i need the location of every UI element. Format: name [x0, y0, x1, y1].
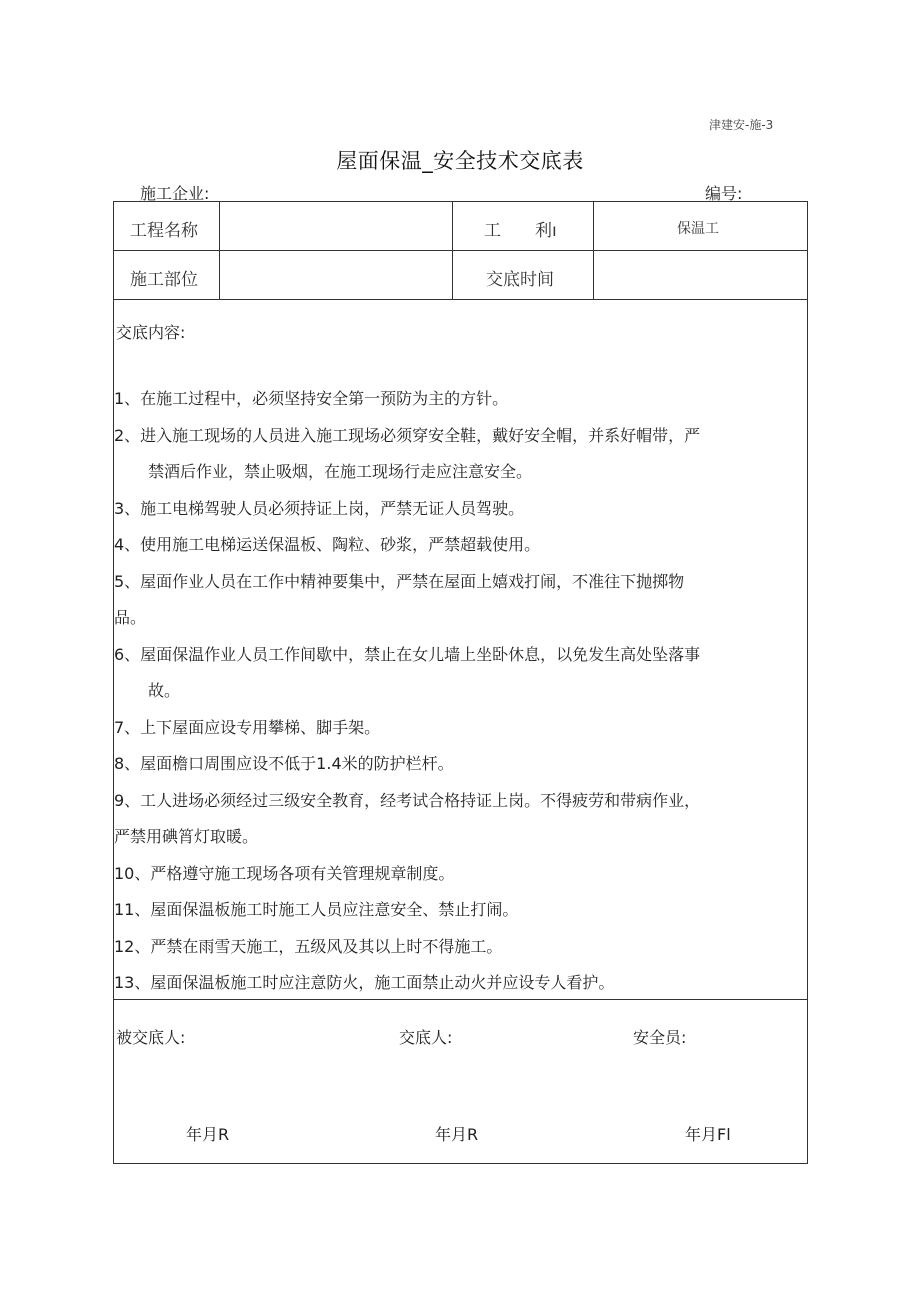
location-label: 施工部位 — [130, 270, 198, 290]
trade-value[interactable]: 保温工 — [677, 221, 719, 237]
list-item: 1、在施工过程中，必须坚持安全第一预防为主的方针。 — [114, 389, 509, 408]
giver-date: 年月R — [435, 1125, 479, 1144]
list-item: 13、屋面保温板施工时应注意防火，施工面禁止动火并应设专人看护。 — [114, 973, 615, 992]
briefing-items — [114, 381, 804, 1002]
document-code: 津建安-施-3 — [709, 118, 774, 132]
list-item: 6、屋面保温作业人员工作间歇中，禁止在女儿墙上坐卧休息，以免发生高处坠落事 故。 — [114, 644, 701, 700]
receiver-date: 年月R — [186, 1125, 230, 1144]
company-label: 施工企业: — [140, 184, 210, 203]
time-label: 交底时间 — [486, 270, 554, 290]
list-item: 11、屋面保温板施工时施工人员应注意安全、禁止打闹。 — [114, 900, 519, 919]
column-divider — [593, 202, 594, 299]
list-item: 10、严格遵守施工现场各项有关管理规章制度。 — [114, 863, 455, 883]
list-item: 4、使用施工电梯运送保温板、陶粒、砂浆，严禁超载使用。 — [114, 535, 541, 554]
receiver-label: 被交底人: — [116, 1028, 186, 1047]
project-name-label: 工程名称 — [130, 221, 198, 241]
safety-officer-label: 安全员: — [633, 1028, 687, 1047]
content-label: 交底内容: — [116, 323, 186, 342]
column-divider — [452, 202, 453, 299]
list-item: 9、工人进场必须经过三级安全教育，经考试合格持证上岗。不得疲劳和带病作业， 严禁用碘筲灯取暖。 — [114, 790, 701, 846]
list-item: 12、严禁在雨雪天施工，五级风及其以上时不得施工。 — [114, 936, 503, 956]
safety-officer-date: 年月Fl — [685, 1125, 731, 1144]
list-item: 3、施工电梯驾驶人员必须持证上岗，严禁无证人员驾驶。 — [114, 498, 525, 518]
list-item: 8、屋面檐口周围应设不低于1.4米的防护栏杆。 — [114, 754, 454, 773]
page-title: 屋面保温_安全技术交底表 — [336, 149, 584, 173]
giver-label: 交底人: — [399, 1028, 453, 1047]
column-divider — [219, 202, 220, 299]
row-divider — [114, 250, 807, 251]
briefing-table — [113, 201, 808, 1164]
row-divider — [114, 299, 807, 300]
list-item: 5、屋面作业人员在工作中精神要集中，严禁在屋面上嬉戏打闹，不准往下抛掷物 品。 — [114, 571, 685, 627]
list-item: 7、上下屋面应设专用攀梯、脚手架。 — [114, 717, 381, 737]
list-item: 2、进入施工现场的人员进入施工现场必须穿安全鞋，戴好安全帽，并系好帽带，严 禁酒后作业，禁止吸烟，在施工现场行走应注意安全。 — [114, 425, 701, 481]
trade-label: 工 利ı — [484, 221, 557, 241]
number-label: 编号: — [705, 184, 743, 203]
